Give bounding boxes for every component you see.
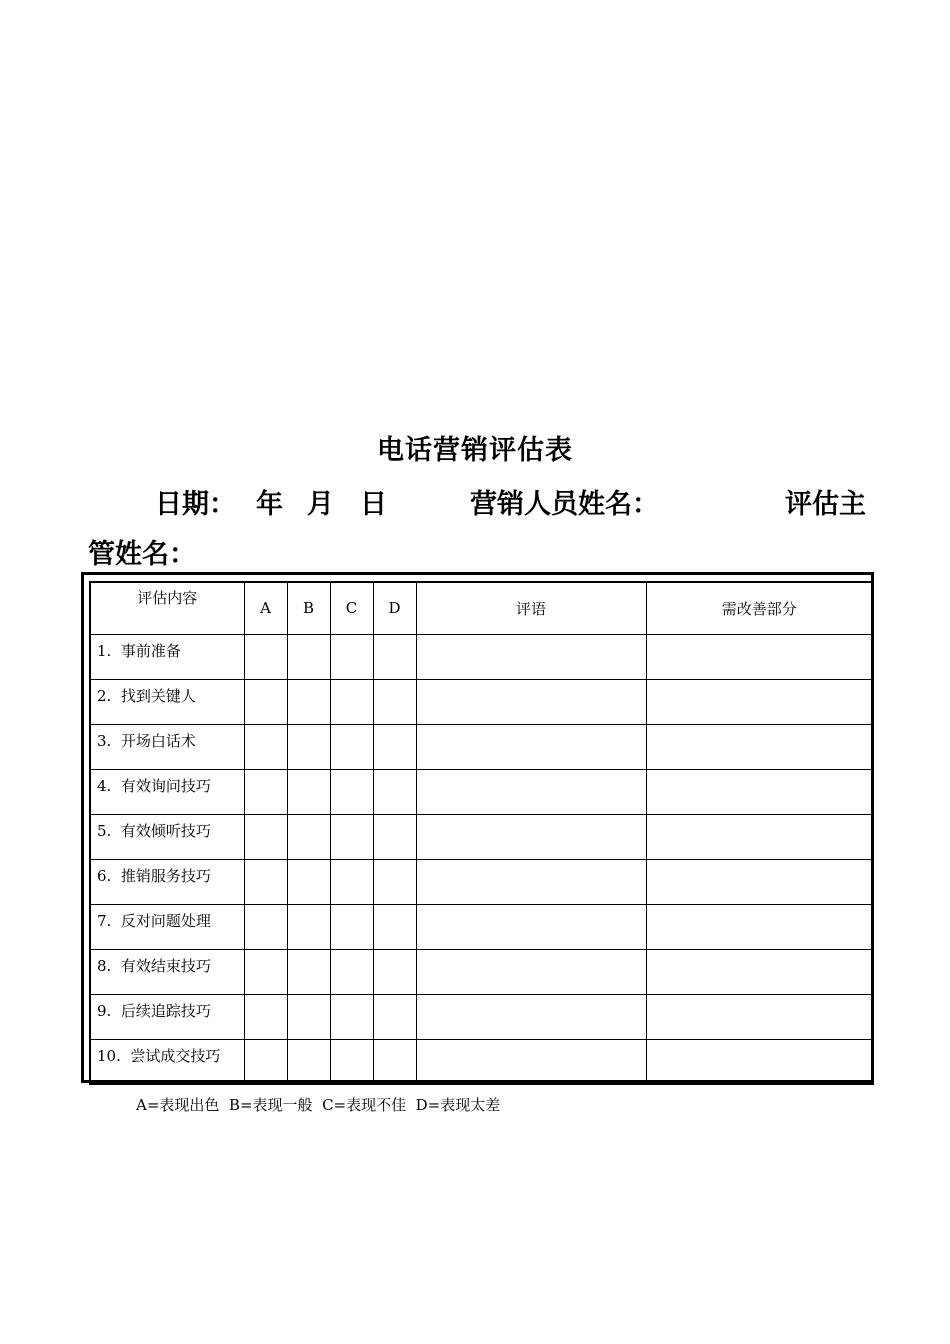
cell-c[interactable] bbox=[330, 859, 373, 904]
cell-improvement[interactable] bbox=[646, 679, 873, 724]
cell-comment[interactable] bbox=[416, 769, 646, 814]
cell-b[interactable] bbox=[287, 994, 330, 1039]
row-label: 9. 后续追踪技巧 bbox=[90, 994, 244, 1039]
cell-comment[interactable] bbox=[416, 724, 646, 769]
cell-c[interactable] bbox=[330, 634, 373, 679]
table-row bbox=[90, 859, 873, 904]
cell-a[interactable] bbox=[244, 859, 287, 904]
cell-b[interactable] bbox=[287, 949, 330, 994]
cell-a[interactable] bbox=[244, 1039, 287, 1084]
cell-d[interactable] bbox=[373, 724, 416, 769]
cell-comment[interactable] bbox=[416, 1039, 646, 1084]
cell-a[interactable] bbox=[244, 949, 287, 994]
date-label: 日期： bbox=[155, 489, 236, 520]
cell-improvement[interactable] bbox=[646, 859, 873, 904]
cell-a[interactable] bbox=[244, 994, 287, 1039]
table-row bbox=[90, 814, 873, 859]
cell-d[interactable] bbox=[373, 904, 416, 949]
cell-b[interactable] bbox=[287, 769, 330, 814]
row-label: 4. 有效询问技巧 bbox=[90, 769, 244, 814]
cell-b[interactable] bbox=[287, 814, 330, 859]
month-label: 月 bbox=[307, 489, 334, 520]
year-label: 年 bbox=[256, 489, 283, 520]
header-content: 评估内容 bbox=[90, 582, 244, 634]
cell-improvement[interactable] bbox=[646, 949, 873, 994]
cell-a[interactable] bbox=[244, 769, 287, 814]
table-header-row bbox=[90, 582, 873, 634]
table-row bbox=[90, 994, 873, 1039]
cell-b[interactable] bbox=[287, 904, 330, 949]
rating-legend: A=表现出色 B=表现一般 C=表现不佳 D=表现太差 bbox=[136, 1096, 501, 1114]
cell-c[interactable] bbox=[330, 769, 373, 814]
cell-b[interactable] bbox=[287, 679, 330, 724]
cell-improvement[interactable] bbox=[646, 904, 873, 949]
table-row bbox=[90, 769, 873, 814]
cell-comment[interactable] bbox=[416, 994, 646, 1039]
cell-a[interactable] bbox=[244, 814, 287, 859]
table-row bbox=[90, 949, 873, 994]
day-label: 日 bbox=[360, 489, 387, 520]
table-row bbox=[90, 1039, 873, 1084]
cell-improvement[interactable] bbox=[646, 1039, 873, 1084]
table-row bbox=[90, 634, 873, 679]
cell-d[interactable] bbox=[373, 814, 416, 859]
cell-improvement[interactable] bbox=[646, 634, 873, 679]
row-label: 7. 反对问题处理 bbox=[90, 904, 244, 949]
header-c: C bbox=[330, 582, 373, 634]
cell-improvement[interactable] bbox=[646, 994, 873, 1039]
header-a: A bbox=[244, 582, 287, 634]
cell-comment[interactable] bbox=[416, 634, 646, 679]
table-row bbox=[90, 904, 873, 949]
supervisor-label-part2: 管姓名： bbox=[88, 539, 196, 570]
cell-c[interactable] bbox=[330, 724, 373, 769]
cell-d[interactable] bbox=[373, 859, 416, 904]
row-label: 6. 推销服务技巧 bbox=[90, 859, 244, 904]
cell-d[interactable] bbox=[373, 1039, 416, 1084]
cell-a[interactable] bbox=[244, 634, 287, 679]
cell-d[interactable] bbox=[373, 994, 416, 1039]
header-comment: 评语 bbox=[416, 582, 646, 634]
row-label: 3. 开场白话术 bbox=[90, 724, 244, 769]
cell-comment[interactable] bbox=[416, 904, 646, 949]
cell-c[interactable] bbox=[330, 994, 373, 1039]
row-label: 5. 有效倾听技巧 bbox=[90, 814, 244, 859]
row-label: 10. 尝试成交技巧 bbox=[90, 1039, 244, 1084]
row-label: 8. 有效结束技巧 bbox=[90, 949, 244, 994]
cell-improvement[interactable] bbox=[646, 769, 873, 814]
cell-comment[interactable] bbox=[416, 679, 646, 724]
supervisor-label-part1: 评估主 bbox=[785, 489, 866, 520]
cell-b[interactable] bbox=[287, 724, 330, 769]
cell-a[interactable] bbox=[244, 904, 287, 949]
row-label: 2. 找到关键人 bbox=[90, 679, 244, 724]
cell-d[interactable] bbox=[373, 949, 416, 994]
cell-c[interactable] bbox=[330, 904, 373, 949]
cell-improvement[interactable] bbox=[646, 814, 873, 859]
header-b: B bbox=[287, 582, 330, 634]
cell-c[interactable] bbox=[330, 814, 373, 859]
table-row bbox=[90, 679, 873, 724]
cell-improvement[interactable] bbox=[646, 724, 873, 769]
row-label: 1. 事前准备 bbox=[90, 634, 244, 679]
sales-name-label: 营销人员姓名： bbox=[470, 489, 659, 520]
cell-b[interactable] bbox=[287, 859, 330, 904]
cell-b[interactable] bbox=[287, 1039, 330, 1084]
cell-a[interactable] bbox=[244, 679, 287, 724]
cell-c[interactable] bbox=[330, 1039, 373, 1084]
cell-d[interactable] bbox=[373, 634, 416, 679]
cell-comment[interactable] bbox=[416, 814, 646, 859]
form-title: 电话营销评估表 bbox=[377, 435, 573, 466]
evaluation-table bbox=[89, 581, 874, 1085]
cell-comment[interactable] bbox=[416, 949, 646, 994]
cell-d[interactable] bbox=[373, 769, 416, 814]
header-d: D bbox=[373, 582, 416, 634]
cell-c[interactable] bbox=[330, 949, 373, 994]
cell-comment[interactable] bbox=[416, 859, 646, 904]
cell-a[interactable] bbox=[244, 724, 287, 769]
cell-d[interactable] bbox=[373, 679, 416, 724]
cell-c[interactable] bbox=[330, 679, 373, 724]
table-row bbox=[90, 724, 873, 769]
cell-b[interactable] bbox=[287, 634, 330, 679]
header-improvement: 需改善部分 bbox=[646, 582, 873, 634]
